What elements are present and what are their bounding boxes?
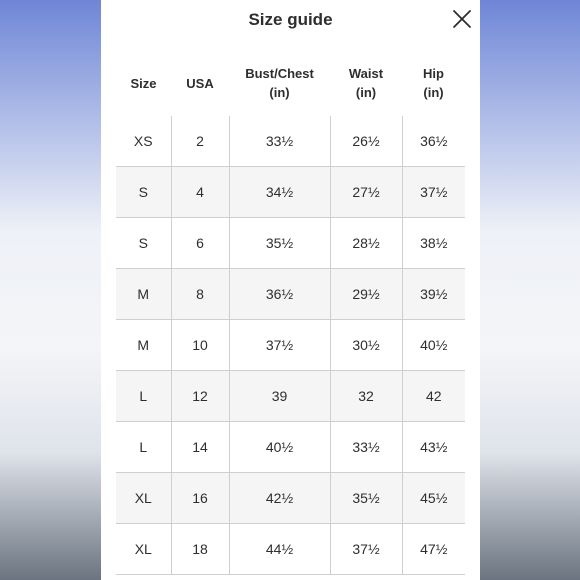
cell-bust: 37½ <box>229 320 330 371</box>
cell-waist: 30½ <box>330 320 402 371</box>
cell-size: XL <box>116 473 171 524</box>
cell-hip: 42 <box>402 371 465 422</box>
table-row <box>116 473 465 524</box>
cell-usa: 6 <box>171 218 229 269</box>
cell-size: S <box>116 218 171 269</box>
header-hip: Hip (in) <box>423 66 444 100</box>
cell-bust: 39 <box>229 371 330 422</box>
table-row <box>116 524 465 575</box>
cell-hip: 39½ <box>402 269 465 320</box>
cell-hip: 40½ <box>402 320 465 371</box>
cell-hip: 36½ <box>402 116 465 167</box>
cell-usa: 8 <box>171 269 229 320</box>
cell-size: S <box>116 167 171 218</box>
cell-size: L <box>116 422 171 473</box>
cell-bust: 35½ <box>229 218 330 269</box>
cell-hip: 45½ <box>402 473 465 524</box>
cell-waist: 35½ <box>330 473 402 524</box>
size-guide-modal <box>101 0 480 580</box>
table-row <box>116 320 465 371</box>
cell-usa: 16 <box>171 473 229 524</box>
header-usa: USA <box>186 75 214 91</box>
table-row <box>116 167 465 218</box>
cell-bust: 34½ <box>229 167 330 218</box>
cell-hip: 38½ <box>402 218 465 269</box>
table-header-row <box>116 50 465 116</box>
cell-size: XS <box>116 116 171 167</box>
cell-bust: 42½ <box>229 473 330 524</box>
cell-bust: 33½ <box>229 116 330 167</box>
cell-waist: 27½ <box>330 167 402 218</box>
cell-waist: 28½ <box>330 218 402 269</box>
cell-usa: 14 <box>171 422 229 473</box>
cell-size: M <box>116 269 171 320</box>
cell-waist: 37½ <box>330 524 402 575</box>
cell-usa: 2 <box>171 116 229 167</box>
cell-usa: 10 <box>171 320 229 371</box>
cell-hip: 43½ <box>402 422 465 473</box>
table-row <box>116 422 465 473</box>
table-row <box>116 218 465 269</box>
size-table <box>116 50 465 575</box>
table-row <box>116 371 465 422</box>
cell-usa: 12 <box>171 371 229 422</box>
cell-size: L <box>116 371 171 422</box>
cell-hip: 37½ <box>402 167 465 218</box>
cell-usa: 18 <box>171 524 229 575</box>
modal-title: Size guide <box>248 10 333 29</box>
cell-waist: 32 <box>330 371 402 422</box>
cell-waist: 29½ <box>330 269 402 320</box>
cell-waist: 26½ <box>330 116 402 167</box>
cell-size: XL <box>116 524 171 575</box>
header-bust-chest: Bust/Chest (in) <box>245 66 314 100</box>
header-size: Size <box>130 75 157 91</box>
cell-size: M <box>116 320 171 371</box>
cell-bust: 36½ <box>229 269 330 320</box>
table-row <box>116 116 465 167</box>
cell-bust: 44½ <box>229 524 330 575</box>
close-icon[interactable] <box>451 8 473 30</box>
header-waist: Waist (in) <box>348 66 384 100</box>
table-row <box>116 269 465 320</box>
cell-waist: 33½ <box>330 422 402 473</box>
cell-hip: 47½ <box>402 524 465 575</box>
cell-bust: 40½ <box>229 422 330 473</box>
cell-usa: 4 <box>171 167 229 218</box>
